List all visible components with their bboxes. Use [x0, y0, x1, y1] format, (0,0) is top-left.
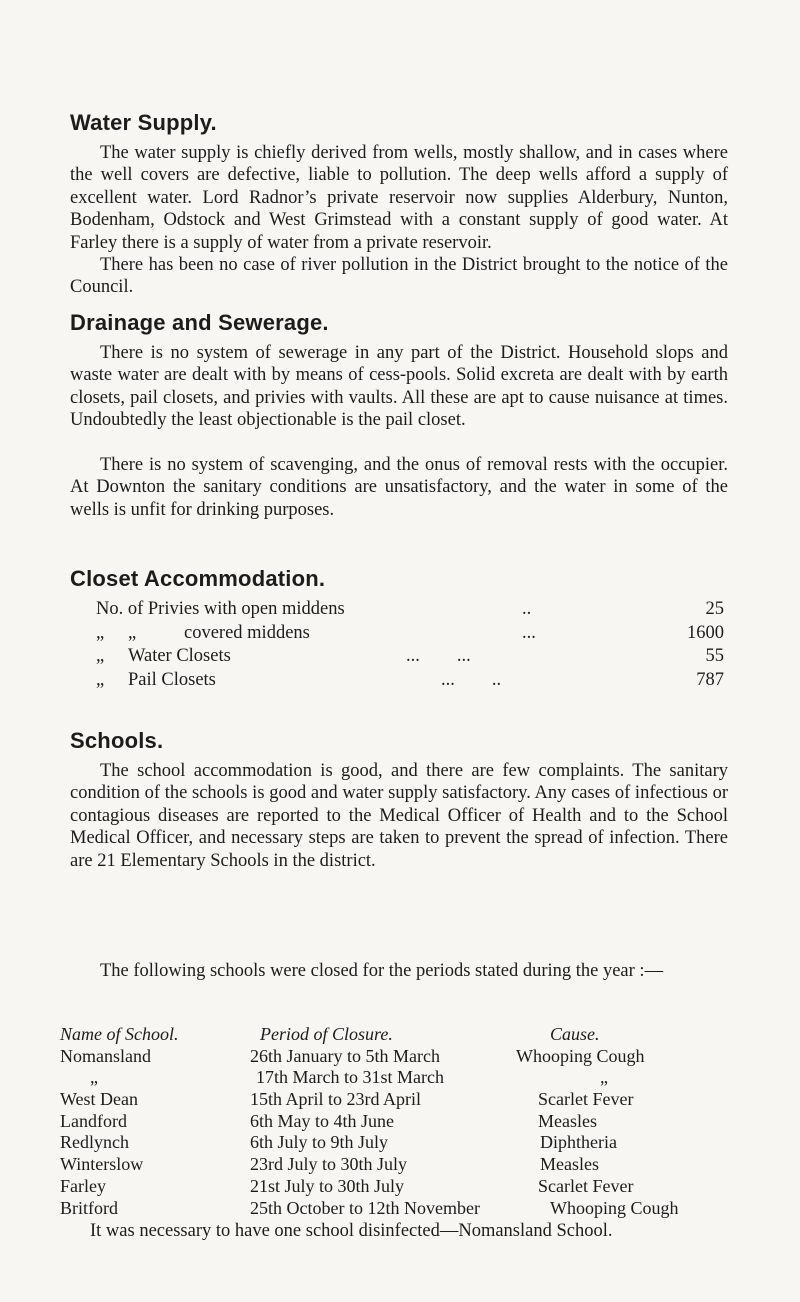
closure-cause: Scarlet Fever — [538, 1175, 634, 1196]
school-name: West Dean — [60, 1089, 139, 1110]
leader-dots: .. — [522, 599, 532, 619]
ditto-mark: „ — [96, 669, 105, 690]
leader-dots: ... ... — [406, 646, 471, 666]
ditto-mark: „ — [96, 622, 105, 643]
header-cause: Cause. — [550, 1024, 600, 1044]
header-name-of-school: Name of School. — [60, 1024, 179, 1044]
schools-paragraph-3: It was necessary to have one school disinfected—Nomansland School. — [90, 1221, 613, 1241]
closet-value: 55 — [705, 646, 724, 666]
ditto-mark: „ — [96, 646, 105, 666]
closet-label: No. of Privies with open middens — [96, 599, 345, 619]
closure-period: 23rd July to 30th July — [250, 1154, 408, 1175]
water-supply-paragraph-2: There has been no case of river pollution in the District brought to the notice of the Council. — [70, 255, 728, 298]
closet-value: 787 — [696, 669, 724, 690]
closure-cause: „ — [600, 1067, 608, 1088]
closet-label: Water Closets — [128, 646, 231, 666]
closure-period: 17th March to 31st March — [256, 1067, 444, 1088]
table-row — [60, 1154, 750, 1176]
school-name: Redlynch — [60, 1132, 129, 1153]
drainage-paragraph-1: There is no system of sewerage in any part of the District. Household slops and waste water are dealt with by means of cess-pools. Solid excreta are dealt with by earth closets, pail closets, and privies with vaults. All these are apt to cause nuisance at times. Undoubtedly the least objectionable is the pail closet. — [70, 343, 728, 431]
table-row — [60, 1111, 750, 1133]
table-header-row — [60, 1024, 750, 1046]
closure-cause: Whooping Cough — [550, 1197, 679, 1218]
schools-paragraph-2: The following schools were closed for the periods stated during the year :— — [100, 961, 664, 981]
table-row — [60, 1198, 750, 1220]
school-name: „ — [90, 1067, 98, 1088]
school-name: Britford — [60, 1197, 118, 1218]
closet-row — [96, 598, 724, 622]
closet-row — [96, 669, 724, 693]
closet-label: Pail Closets — [128, 669, 216, 690]
closure-period: 26th January to 5th March — [250, 1045, 440, 1066]
closet-value: 1600 — [687, 622, 724, 643]
closet-row — [96, 622, 724, 646]
closet-row — [96, 645, 724, 669]
school-name: Landford — [60, 1110, 127, 1131]
school-closures-table — [60, 1024, 750, 1219]
closure-period: 21st July to 30th July — [250, 1175, 405, 1196]
table-row — [60, 1176, 750, 1198]
table-row — [60, 1132, 750, 1154]
closure-period: 15th April to 23rd April — [250, 1089, 421, 1110]
closure-cause: Measles — [538, 1110, 597, 1131]
school-name: Winterslow — [60, 1154, 144, 1175]
leader-dots: ... — [522, 622, 536, 643]
closure-cause: Scarlet Fever — [538, 1089, 634, 1110]
water-supply-paragraph-1: The water supply is chiefly derived from wells, mostly shallow, and in cases where the well covers are defective, liable to pollution. The deep wells afford a supply of excellent water. Lord Radnor’s private reservoir now supplies Alderbury, Nunton, Bodenham, Odstock and West Grimstead with a constant supply of good water. At Farley there is a supply of water from a private reservoir. — [70, 143, 728, 253]
school-name: Nomansland — [60, 1045, 151, 1066]
closure-period: 6th July to 9th July — [250, 1132, 389, 1153]
closet-list — [96, 598, 724, 692]
schools-paragraph-1: The school accommodation is good, and there are few complaints. The sanitary condition of the schools is good and water supply satisfactory. Any cases of infectious or contagious diseases are reported to the Medical Officer of Health and to the School Medical Officer, and necessary steps are taken to prevent the spread of infection. There are 21 Elementary Schools in the district. — [70, 761, 728, 871]
ditto-mark: „ — [128, 622, 137, 643]
drainage-heading: Drainage and Sewerage. — [70, 310, 329, 335]
table-row — [60, 1067, 750, 1089]
closure-cause: Measles — [540, 1154, 599, 1175]
header-period-of-closure: Period of Closure. — [260, 1024, 393, 1044]
closet-heading: Closet Accommodation. — [70, 566, 326, 591]
leader-dots: ... .. — [441, 669, 502, 690]
closet-value: 25 — [705, 599, 724, 619]
table-row — [60, 1046, 750, 1068]
drainage-paragraph-2: There is no system of scavenging, and the onus of removal rests with the occupier. At Downton the sanitary conditions are unsatisfactory, and the water in some of the wells is unfit for drinking purposes. — [70, 455, 728, 520]
schools-heading: Schools. — [70, 728, 164, 753]
closure-period: 25th October to 12th November — [250, 1197, 480, 1218]
closure-cause: Diphtheria — [540, 1132, 617, 1153]
table-row — [60, 1089, 750, 1111]
water-supply-heading: Water Supply. — [70, 110, 217, 135]
closure-period: 6th May to 4th June — [250, 1110, 394, 1131]
closure-cause: Whooping Cough — [516, 1045, 645, 1066]
school-name: Farley — [60, 1175, 106, 1196]
closet-label: covered middens — [184, 622, 310, 643]
